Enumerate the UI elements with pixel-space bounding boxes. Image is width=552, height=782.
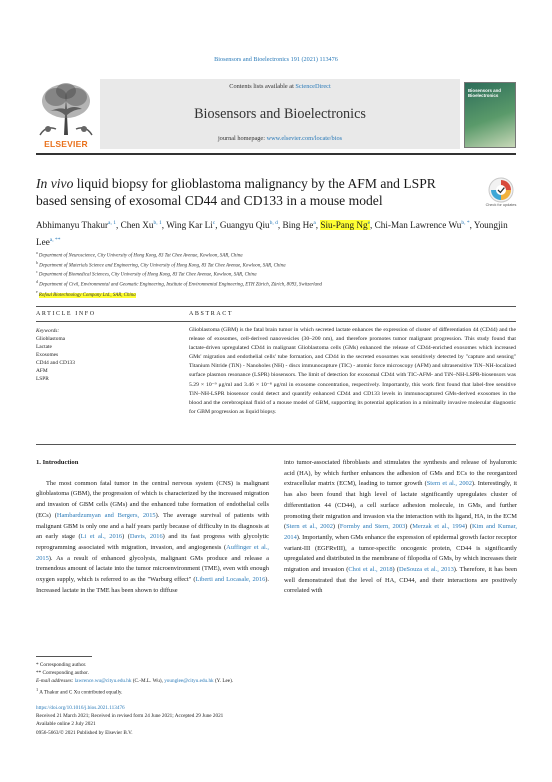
affiliation-mark: e xyxy=(36,289,38,294)
affiliation-text: Department of Biomedical Sciences, City University of Hong Kong, 83 Tat Chee Avenue, Kowloon, SAR, China xyxy=(38,273,257,279)
affiliation-list xyxy=(36,250,516,299)
affiliation-mark: b xyxy=(36,260,38,265)
author-affiliation-mark: b, 1 xyxy=(153,220,162,226)
citation-link[interactable]: Auffinger et al., 2015 xyxy=(36,543,270,562)
keyword: CD44 and CD133 xyxy=(36,360,75,366)
keyword: LSPR xyxy=(36,376,49,382)
elsevier-wordmark: ELSEVIER xyxy=(44,139,88,149)
journal-banner xyxy=(100,79,460,149)
keywords-block xyxy=(36,327,166,383)
article-info-heading: ARTICLE INFO xyxy=(36,311,96,317)
keyword: Exosomes xyxy=(36,352,59,358)
affiliation-text: Department of Materials Science and Engineering, City University of Hong Kong, 83 Tat Chee Avenue, Kowloon, SAR, China xyxy=(39,263,286,269)
author[interactable] xyxy=(375,220,470,230)
affiliation-item xyxy=(36,250,516,260)
affiliation-item xyxy=(36,269,516,279)
footnotes xyxy=(36,661,336,697)
citation-link[interactable]: Choi et al., 2018 xyxy=(348,566,393,574)
abstract-text: Glioblastoma (GBM) is the fatal brain tumor in which secreted lactate enhances the expression of cluster of differentiation 44 (CD44) and the release of exosomes, cell-derived nanovesicles (30–200 nm), and therefore promotes tumor malignant progression. This study found that lactate-driven upregulated CD44 in malignant Glioblastoma cells (GMs) enhanced the release of CD44-enriched exosomes which increased GMs' migration and endothelial cells' tube formation, and CD44 in the secreted exosomes was sensitively detected by "capture and sensing" Titanium Nitride (TiN) - Nanoholes (NH) - discs immunocapture (TIC) - atomic force microscopy (AFM) and ultrasensitive TiN–NH-localized surface plasmon resonance (LSPR) biosensors. The limit of detection for exosomal CD44 with TIC-AFM- and TiN–NH-LSPR-biosensors was 5.29 × 10⁻⁹ μg/ml and 3.46 × 10⁻⁸ μg/ml in exosome concentration, respectively. Importantly, this work first found that label-free sensitive TiN–NH-LSPR biosensor could detect and quantify enhanced CD44 and CD133 levels in immunocaptured GMs-derived exosomes in the blood and the cerebrospinal fluid of a mouse model of GBM, supporting its potential application in a minimally invasive molecular diagnostic for GBM progression as liquid biopsy. xyxy=(189,327,516,415)
citation-link[interactable]: Kim and Kumar, 2014 xyxy=(284,523,518,541)
author[interactable] xyxy=(166,220,215,230)
author[interactable] xyxy=(320,220,370,230)
affiliation-text: Department of Civil, Environmental and Geomatic Engineering, Institute of Environmental Engineering, ETH Zürich, Zürich, 8093, Switzerland xyxy=(39,282,322,288)
affiliation-item xyxy=(36,260,516,270)
check-for-updates-icon[interactable] xyxy=(487,176,515,204)
body-text: The most common fatal tumor in the central nervous system (CNS) is malignant glioblastoma (GBM), the progression of which is characterized by the increased migration and invasion of GBM cells (GMs) and the enhanced tube formation of endothelial cells (ECs) ( xyxy=(36,479,269,519)
section-divider-bottom xyxy=(36,444,516,445)
email-link-lee[interactable]: younglee@cityu.edu.hk xyxy=(164,678,214,685)
journal-header xyxy=(36,79,516,155)
author-list: Abhimanyu Thakur$^{a, 1}$, Chen Xu$^{b, 1}$, Wing Kar Li$^c$, Guangyu Qiu$^{b, d}$, Bing He$^a$, Siu-Pang Ng$^e$, Chi-Man Lawrence $Wu^{b, *}$, Youngjin Lee$^{a, **}$ xyxy=(36,220,508,247)
affiliation-text: Rofoul Biotechnology Company Ltd., SAR, China xyxy=(38,292,136,298)
affiliation-item xyxy=(36,279,516,289)
author-name: Guangyu Qiu xyxy=(219,220,270,231)
body-text: ) ( xyxy=(122,533,130,541)
author[interactable] xyxy=(282,220,315,230)
citation-link[interactable]: Formby and Stern, 2003 xyxy=(339,523,406,531)
check-for-updates-label: Check for updates xyxy=(485,203,517,207)
journal-title: Biosensors and Bioelectronics xyxy=(194,106,366,122)
email-line xyxy=(36,677,336,685)
equal-contribution-note xyxy=(36,686,336,697)
author-name: Abhimanyu Thakur xyxy=(36,220,109,231)
affiliation-mark: a xyxy=(36,251,38,255)
email-link-wu[interactable]: lawrence.wu@cityu.edu.hk xyxy=(74,678,132,685)
affiliation-mark: c xyxy=(36,270,38,275)
citation-link[interactable]: Liberti and Locasale, 2016 xyxy=(195,576,266,584)
keyword: Glioblastoma xyxy=(36,336,66,342)
homepage-prefix: journal homepage: xyxy=(217,135,265,142)
elsevier-tree-icon xyxy=(36,79,96,137)
author-name: Youngjin Lee xyxy=(36,220,508,247)
journal-cover-thumbnail[interactable] xyxy=(464,82,516,148)
citation-link[interactable]: DeSouza et al., 2013 xyxy=(398,566,454,574)
citation-link[interactable]: Stern et al., 2002 xyxy=(426,480,472,488)
body-text: ) and its fast progress with glycolytic reprogramming associated with migration, invasion, and angiogenesis ( xyxy=(36,533,269,551)
journal-citation[interactable]: Biosensors and Bioelectronics 191 (2021) 113476 xyxy=(214,56,338,63)
keyword: AFM xyxy=(36,368,48,374)
body-text: ) ( xyxy=(465,523,472,531)
title-italic-part: In vivo xyxy=(36,176,74,191)
author-name: Wing Kar Li xyxy=(166,220,213,231)
homepage-link[interactable]: www.elsevier.com/locate/bios xyxy=(266,135,343,142)
author-affiliation-mark: a, 1 xyxy=(108,220,116,226)
body-text: ). The average survival of patients with malignant GBM is only one and a half years partly because of difficulty in its diagnosis at an early stage ( xyxy=(36,511,269,541)
equal-contribution-text: A Thakur and C Xu contributed equally. xyxy=(39,689,123,696)
contents-availability xyxy=(100,83,460,90)
author[interactable] xyxy=(36,220,116,230)
abstract-heading: ABSTRACT xyxy=(189,311,234,317)
article-title xyxy=(36,176,456,209)
author[interactable] xyxy=(220,220,278,230)
email-owner-lee: (Y. Lee). xyxy=(213,678,234,685)
author[interactable] xyxy=(121,220,162,230)
citation-link[interactable]: Davis, 2016 xyxy=(129,533,163,541)
citation-link[interactable]: Hambardzumyan and Bergers, 2015 xyxy=(56,511,156,519)
intro-left-column xyxy=(36,458,269,596)
body-text: ). As a result of enhanced glycolysis, malignant GMs produce and release a tremendous amount of lactate into the tumor microenvironment (TME), even with enough oxygen supply, which is referred to as the "Warburg effect" ( xyxy=(36,554,269,584)
intro-heading: 1. Introduction xyxy=(36,459,79,466)
cover-title: Biosensors and Bioelectronics xyxy=(468,88,501,98)
body-text: ) ( xyxy=(332,523,340,531)
body-text: ). Therefore, it has been well demonstrated that the level of HA, CD44, and their interactions are positively correlated with xyxy=(284,566,518,595)
section-divider-middle xyxy=(36,321,516,322)
body-text: ) ( xyxy=(405,523,413,531)
body-text: ). Increased lactate in the TME has been shown to diffuse xyxy=(36,576,269,594)
keywords-title: Keywords: xyxy=(36,328,60,334)
footnote-rule xyxy=(36,656,92,657)
author-name: Siu-Pang Ng xyxy=(320,220,368,231)
author-affiliation-mark: a xyxy=(313,220,316,226)
corresponding-author-1: * Corresponding author. xyxy=(36,662,87,668)
author-affiliation-mark: b, d xyxy=(269,220,278,226)
doi-link[interactable]: https://doi.org/10.1016/j.bios.2021.113476 xyxy=(36,705,125,711)
received-dates: Received 21 March 2021; Received in revised form 24 June 2021; Accepted 29 June 2021 xyxy=(36,713,224,720)
journal-homepage xyxy=(100,135,460,142)
body-text: into tumor-associated fibroblasts and stimulates the synthesis and release of hyaluronic acid (HA), by which further enhances the adhesion of GMs and ECs to the reorganized extracellular matrix (ECM), leading to tumor growth ( xyxy=(284,459,517,488)
intro-paragraph-left xyxy=(36,479,269,597)
title-main-part: liquid biopsy for glioblastoma malignancy by the AFM and LSPR based sensing of exosomal CD44 and CD133 in a mouse model xyxy=(36,176,436,208)
keyword: Lactate xyxy=(36,344,52,350)
author-affiliation-mark: b, * xyxy=(461,220,470,226)
author-name: Bing He xyxy=(282,220,314,231)
affiliation-mark: d xyxy=(36,280,38,285)
intro-right-column xyxy=(284,458,517,597)
publication-info xyxy=(36,704,336,737)
section-divider-top xyxy=(36,306,516,307)
elsevier-logo xyxy=(36,79,96,151)
body-text: ). Importantly, when GMs enhance the expression of epidermal growth factor receptor variant-III (EGFRvIII), a tumor-specific oncogenic protein, CD44 is significantly upregulated and distributed in the membrane of filopodia of GMs, by which increases their migration and invasion ( xyxy=(284,533,517,574)
citation-link[interactable]: Li et al., 2016 xyxy=(80,533,123,541)
email-owner-wu: (C.-M.L. Wu), xyxy=(131,678,165,685)
body-text: ) ( xyxy=(392,566,399,574)
affiliation-text: Department of Neuroscience, City University of Hong Kong, 83 Tat Chee Avenue, Kowloon, SAR, China xyxy=(38,253,243,259)
citation-link[interactable]: Merzak et al., 1994 xyxy=(412,523,465,531)
author-name: Chi-Man Lawrence Wu xyxy=(374,220,462,231)
email-label: E-mail addresses: xyxy=(36,678,74,685)
citation-link[interactable]: Stern et al., 2002 xyxy=(286,523,333,531)
affiliation-item xyxy=(36,289,516,299)
author-name: Chen Xu xyxy=(120,220,154,231)
intro-paragraph-right xyxy=(284,458,517,597)
author-affiliation-mark: c xyxy=(212,220,216,226)
available-online: Available online 2 July 2021 xyxy=(36,721,96,728)
author-affiliation-mark: e xyxy=(367,220,371,226)
contents-prefix: Contents lists available at xyxy=(229,83,294,90)
equal-contribution-mark: 1 xyxy=(36,686,39,692)
issn-copyright: 0956-5663/© 2021 Published by Elsevier B.V. xyxy=(36,729,133,736)
author-affiliation-mark: a, ** xyxy=(49,236,61,243)
body-text: ). Interestingly, it has also been found that high level of lactate significantly upregulates cluster of differentiation 44 (CD44), a cell surface adhesion molecule, in GMs, and further promoting their migration and invasion via the interaction with its ligand, HA, in the ECM ( xyxy=(284,480,518,531)
sciencedirect-link[interactable]: ScienceDirect xyxy=(295,83,331,90)
corresponding-author-2: ** Corresponding author. xyxy=(36,670,89,677)
